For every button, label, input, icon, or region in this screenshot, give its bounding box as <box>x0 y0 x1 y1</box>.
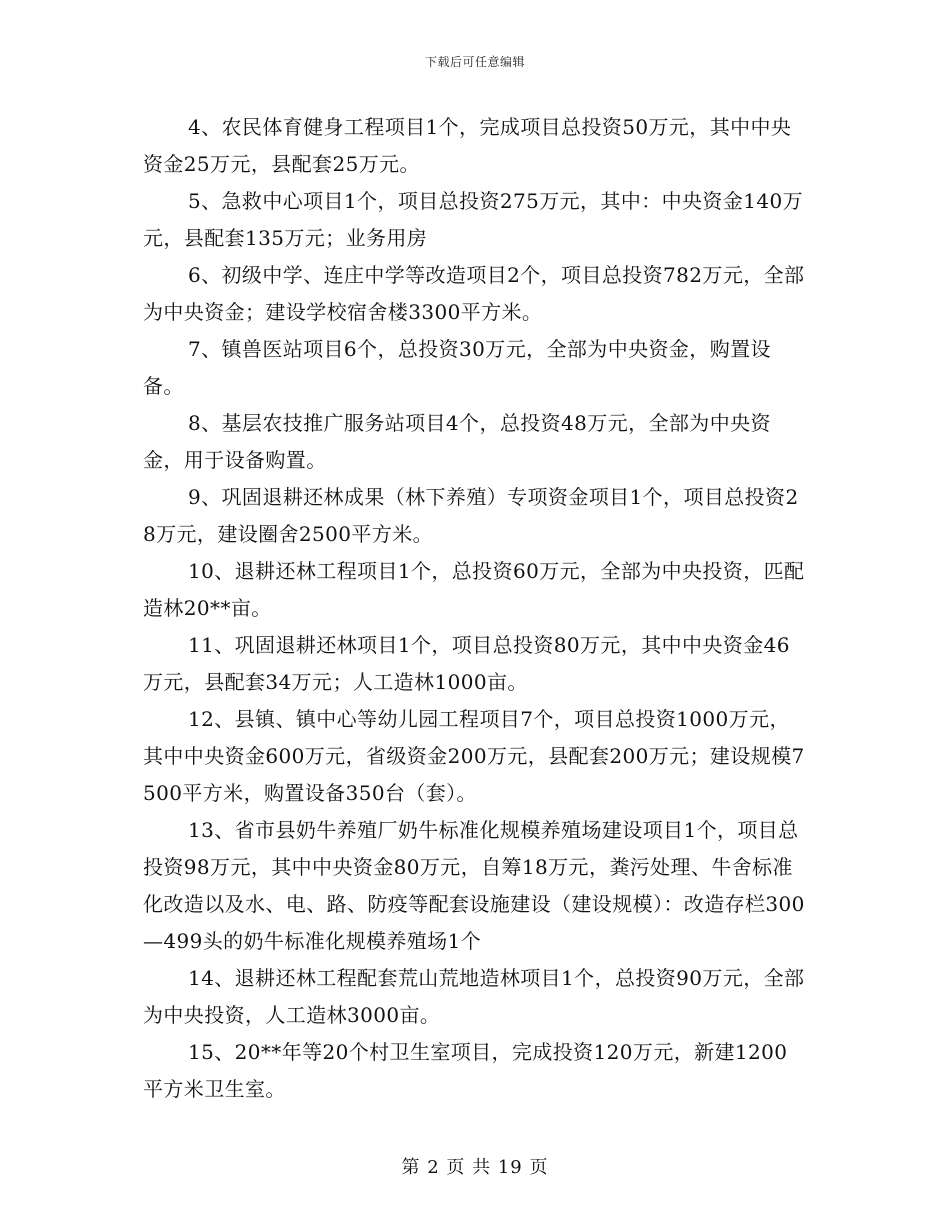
paragraph-item-8: 8、基层农技推广服务站项目4个，总投资48万元，全部为中央资金，用于设备购置。 <box>143 411 771 472</box>
paragraph-item-7: 7、镇兽医站项目6个，总投资30万元，全部为中央资金，购置设备。 <box>143 337 771 398</box>
paragraph-item-12: 12、县镇、镇中心等幼儿园工程项目7个，项目总投资1000万元，其中中央资金600万元，省级资金200万元，县配套200万元；建设规模7500平方米，购置设备350台（套）。 <box>143 707 805 805</box>
paragraph-item-11: 11、巩固退耕还林项目1个，项目总投资80万元，其中中央资金46万元，县配套34万元；人工造林1000亩。 <box>143 633 790 694</box>
paragraph-item-5: 5、急救中心项目1个，项目总投资275万元，其中：中央资金140万元，县配套135万元；业务用房 <box>143 189 803 250</box>
paragraph-item-15: 15、20**年等20个村卫生室项目，完成投资120万元，新建1200平方米卫生室。 <box>143 1040 788 1101</box>
page-number-footer: 第 2 页 共 19 页 <box>401 1157 549 1178</box>
paragraph-item-13: 13、省市县奶牛养殖厂奶牛标准化规模养殖场建设项目1个，项目总投资98万元，其中中央资金80万元，自筹18万元，粪污处理、牛舍标准化改造以及水、电、路、防疫等配套设施建设（建设规模）：改造存栏300—499头的奶牛标准化规模养殖场1个 <box>143 818 805 953</box>
document-body <box>143 109 807 1108</box>
page-header: 下载后可任意编辑 <box>424 55 525 69</box>
paragraph-item-4: 4、农民体育健身工程项目1个，完成项目总投资50万元，其中中央资金25万元，县配套25万元。 <box>143 115 792 176</box>
paragraph-item-14: 14、退耕还林工程配套荒山荒地造林项目1个，总投资90万元，全部为中央投资，人工造林3000亩。 <box>143 966 805 1027</box>
paragraph-item-6: 6、初级中学、连庄中学等改造项目2个，项目总投资782万元，全部为中央资金；建设学校宿舍楼3300平方米。 <box>143 263 805 324</box>
paragraph-item-10: 10、退耕还林工程项目1个，总投资60万元，全部为中央投资，匹配造林20**亩。 <box>143 559 805 620</box>
paragraph-item-9: 9、巩固退耕还林成果（林下养殖）专项资金项目1个，项目总投资28万元，建设圈舍2500平方米。 <box>143 485 799 546</box>
